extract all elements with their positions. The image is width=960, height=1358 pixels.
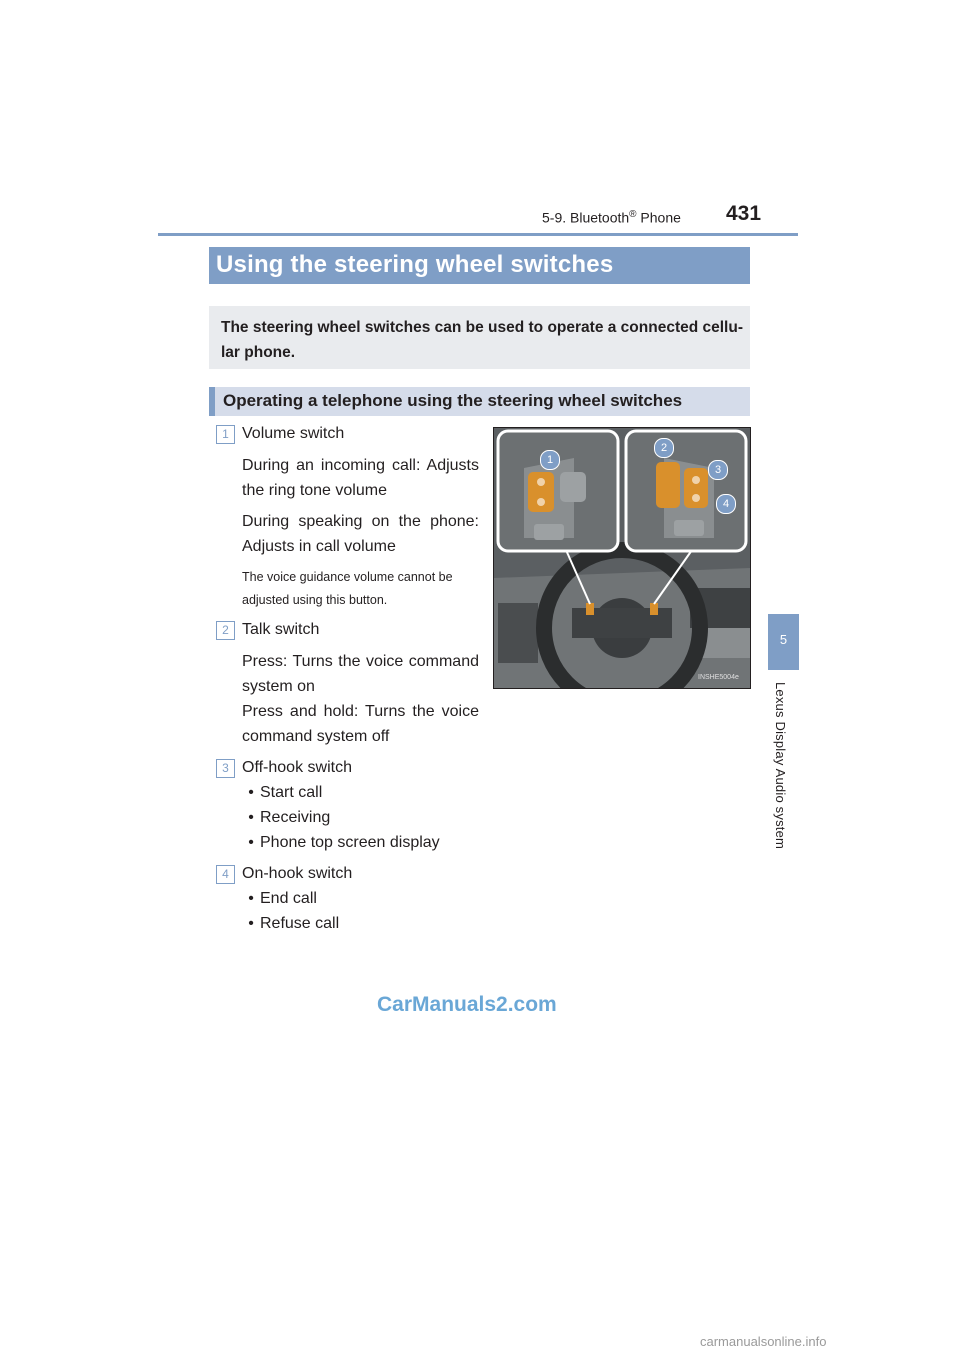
- item-text: system on: [242, 678, 315, 695]
- section-heading-bar: [209, 247, 750, 284]
- header-divider: [158, 233, 798, 236]
- section-title: 5-9. Bluetooth® Phone: [542, 209, 681, 226]
- callout-4: 4: [716, 494, 736, 514]
- item-label-on-hook-switch: On-hook switch: [242, 865, 353, 882]
- subheading-accent: [209, 387, 215, 416]
- subheading-bar: [209, 387, 750, 416]
- item-number-1-icon: 1: [216, 425, 235, 444]
- list-item: • Start call: [248, 784, 323, 801]
- item-text: During speaking on the phone:: [242, 513, 479, 530]
- item-number-2-icon: 2: [216, 621, 235, 640]
- item-text: the ring tone volume: [242, 482, 387, 499]
- chapter-tab: [768, 614, 799, 670]
- callout-3: 3: [708, 460, 728, 480]
- item-text: command system off: [242, 728, 390, 745]
- intro-box: [209, 306, 750, 369]
- subheading: Operating a telephone using the steering wheel switches: [223, 391, 683, 410]
- item-number-4-icon: 4: [216, 865, 235, 884]
- page-number: 431: [726, 202, 762, 225]
- callout-2: 2: [654, 438, 674, 458]
- item-label-volume-switch: Volume switch: [242, 425, 345, 442]
- item-text: Press: Turns the voice command: [242, 653, 479, 670]
- intro-text: The steering wheel switches can be used to operate a connected cellu-lar phone.: [221, 319, 743, 361]
- chapter-label: Lexus Display Audio system: [773, 682, 788, 850]
- item-note: adjusted using this button.: [242, 593, 388, 607]
- steering-wheel-figure: [493, 427, 751, 689]
- list-item: • Refuse call: [248, 915, 340, 932]
- watermark: CarManuals2.com: [377, 993, 557, 1016]
- list-item: • Phone top screen display: [248, 834, 440, 851]
- item-number-3-icon: 3: [216, 759, 235, 778]
- item-note: The voice guidance volume cannot be: [242, 570, 453, 584]
- item-label-talk-switch: Talk switch: [242, 621, 320, 638]
- chapter-number: 5: [779, 632, 788, 647]
- item-text: During an incoming call: Adjusts: [242, 457, 479, 474]
- item-text: Press and hold: Turns the voice: [242, 703, 479, 720]
- callout-1: 1: [540, 450, 560, 470]
- item-label-off-hook-switch: Off-hook switch: [242, 759, 352, 776]
- item-text: Adjusts in call volume: [242, 538, 396, 555]
- list-item: • Receiving: [248, 809, 331, 826]
- figure-code: INSHE5004e: [698, 674, 739, 681]
- list-item: • End call: [248, 890, 317, 907]
- footer-watermark: carmanualsonline.info: [700, 1334, 827, 1349]
- section-heading: Using the steering wheel switches: [216, 251, 614, 278]
